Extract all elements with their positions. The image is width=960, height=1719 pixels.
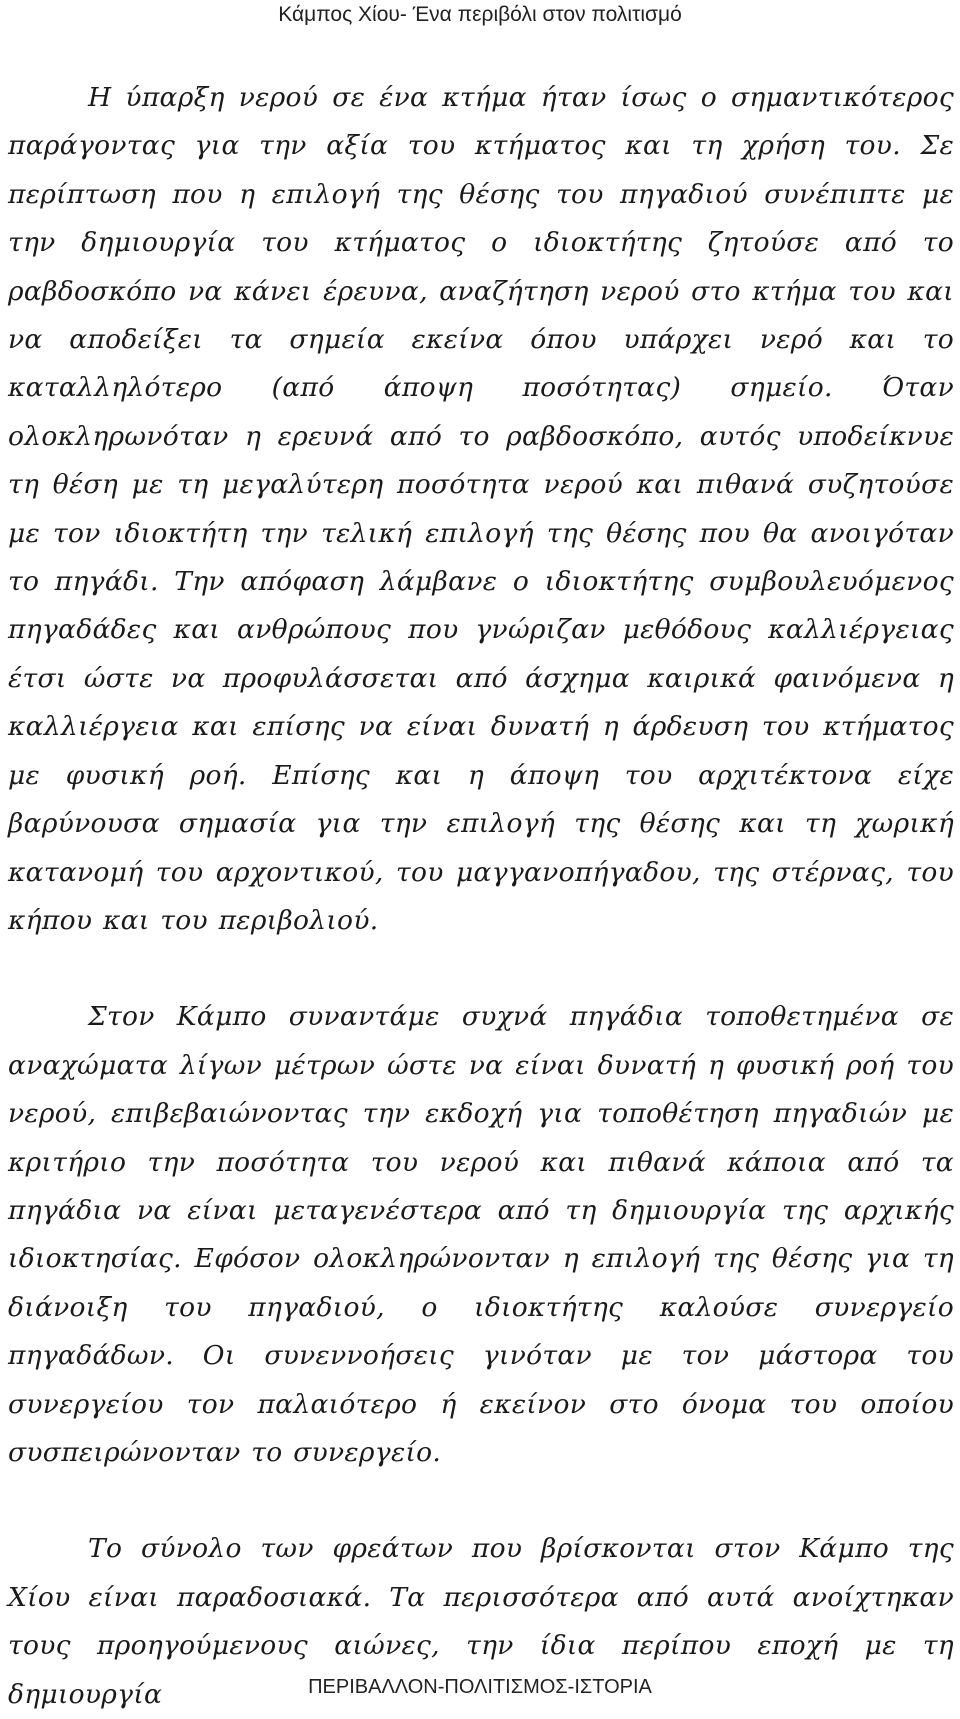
document-body <box>8 74 954 1719</box>
paragraph-traditional-wells: Το σύνολο των φρεάτων που βρίσκονται στον Κάμπο της Χίου είναι παραδοσιακά. Τα περισσότερα από αυτά ανοίχτηκαν τους προηγούμενους αιώνες, την ίδια περίπου εποχή με τη δημιουργία <box>8 1533 954 1710</box>
paragraph-kampos-wells: Στον Κάμπο συναντάμε συχνά πηγάδια τοποθετημένα σε αναχώματα λίγων μέτρων ώστε να είναι δυνατή η φυσική ροή του νερού, επιβεβαιώνοντας την εκδοχή για τοποθέτηση πηγαδιών με κριτήριο την ποσότητα του νερού και πιθανά κάποια από τα πηγάδια να είναι μεταγενέστερα από τη δημιουργία της αρχικής ιδιοκτησίας. Εφόσον ολοκληρώνονταν η επιλογή της θέσης για τη διάνοιξη του πηγαδιού, ο ιδιοκτήτης καλούσε συνεργείο πηγαδάδων. Οι συνεννοήσεις γινόταν με τον μάστορα του συνεργείου τον παλαιότερο ή εκείνον στο όνομα του οποίου συσπειρώνονταν το συνεργείο. <box>8 1001 954 1468</box>
page-footer: ΠΕΡΙΒΑΛΛΟΝ-ΠΟΛΙΤΙΣΜΟΣ-ΙΣΤΟΡΙΑ <box>308 1676 652 1698</box>
page-header: Κάμπος Χίου- Ένα περιβόλι στον πολιτισμό <box>278 3 682 26</box>
paragraph-well-water: Η ύπαρξη νερού σε ένα κτήμα ήταν ίσως ο σημαντικότερος παράγοντας για την αξία του κτήματος και τη χρήση του. Σε περίπτωση που η επιλογή της θέσης του πηγαδιού συνέπιπτε με την δημιουργία του κτήματος ο ιδιοκτήτης ζητούσε από το ραβδοσκόπο να κάνει έρευνα, αναζήτηση νερού στο κτήμα του και να αποδείξει τα σημεία εκείνα όπου υπάρχει νερό και το καταλληλότερο (από άποψη ποσότητας) σημείο. Όταν ολοκληρωνόταν η ερευνά από το ραβδοσκόπο, αυτός υποδείκνυε τη θέση με τη μεγαλύτερη ποσότητα νερού και πιθανά συζητούσε με τον ιδιοκτήτη την τελική επιλογή της θέσης που θα ανοιγόταν το πηγάδι. Την απόφαση λάμβανε ο ιδιοκτήτης συμβουλευόμενος πηγαδάδες και ανθρώπους που γνώριζαν μεθόδους καλλιέργειας έτσι ώστε να προφυλάσσεται από άσχημα καιρικά φαινόμενα η καλλιέργεια και επίσης να είναι δυνατή η άρδευση του κτήματος με φυσική ροή. Επίσης και η άποψη του αρχιτέκτονα είχε βαρύνουσα σημασία για την επιλογή της θέσης και τη χωρική κατανομή του αρχοντικού, του μαγγανοπήγαδου, της στέρνας, του κήπου και του περιβολιού. <box>8 82 954 936</box>
